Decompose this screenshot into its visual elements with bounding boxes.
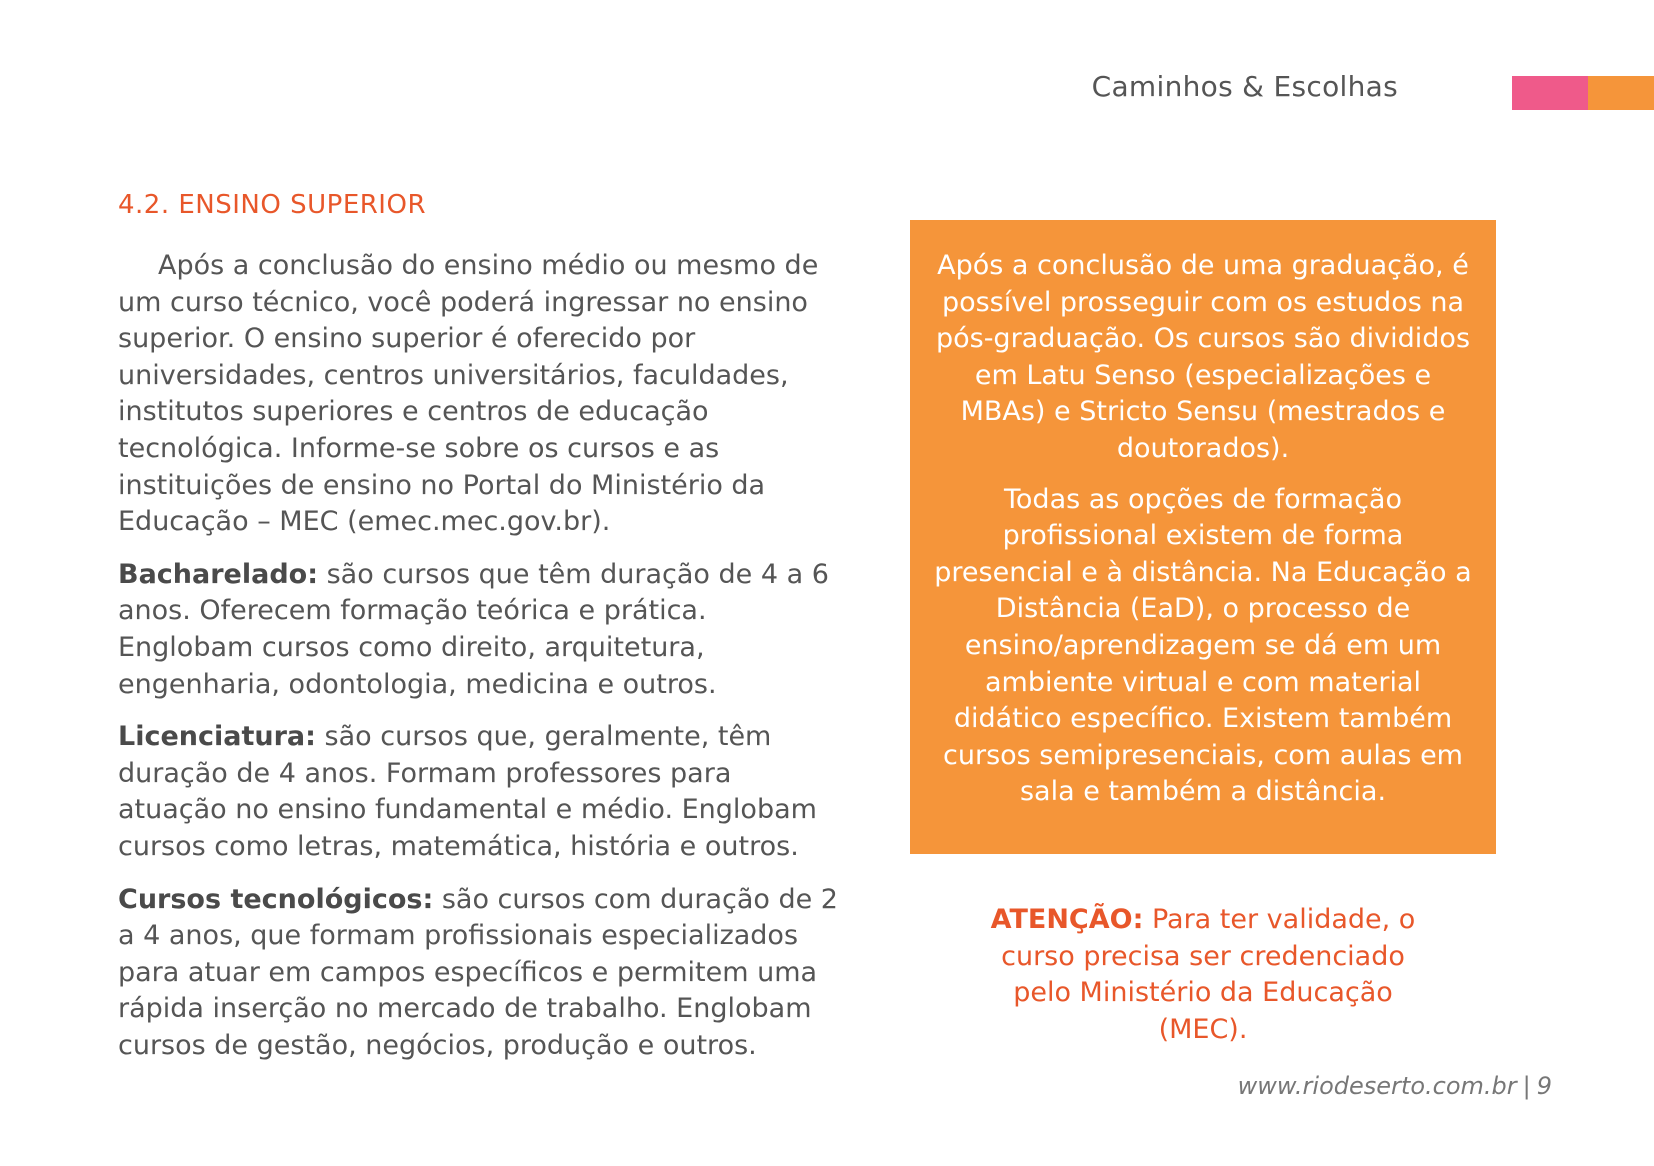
footer-separator: | <box>1522 1072 1531 1100</box>
highlight-box <box>910 220 1496 854</box>
left-column <box>118 248 838 1080</box>
header-orange-bar <box>1588 76 1654 110</box>
definition-tecnologicos <box>118 882 838 1065</box>
box-paragraph-modalities: Todas as opções de formação profissional existem de forma presencial e à distância. Na Educação a Distância (EaD), o processo de ensino/aprendizagem se dá em um ambiente virtual e com material didático específico. Existem também cursos semipresenciais, com aulas em sala e também a distância. <box>934 483 1472 808</box>
intro-paragraph: Após a conclusão do ensino médio ou mesmo de um curso técnico, você poderá ingressar no ensino superior. O ensino superior é oferecido por universidades, centros universitários, faculdades, institutos superiores e centros de educação tecnológica. Informe-se sobre os cursos e as instituições de ensino no Portal do Ministério da Educação – MEC (emec.mec.gov.br). <box>118 250 819 538</box>
section-title: 4.2. ENSINO SUPERIOR <box>118 190 427 220</box>
running-header-title: Caminhos & Escolhas <box>1091 70 1398 103</box>
attention-text: Para ter validade, o curso precisa ser credenciado pelo Ministério da Educação (MEC). <box>1001 904 1416 1045</box>
definition-bacharelado <box>118 557 838 703</box>
definition-term: Licenciatura: <box>118 721 316 753</box>
header-pink-bar <box>1512 76 1588 110</box>
page-footer <box>1238 1072 1552 1100</box>
attention-note <box>980 902 1426 1048</box>
page-number: 9 <box>1536 1072 1552 1100</box>
attention-label: ATENÇÃO: <box>990 904 1144 935</box>
definition-text: são cursos que têm duração de 4 a 6 anos. Oferecem formação teórica e prática. Englobam cursos como direito, arquitetura, engenharia, odontologia, medicina e outros. <box>118 558 829 700</box>
box-paragraph-postgrad: Após a conclusão de uma graduação, é possível prosseguir com os estudos na pós-graduação. Os cursos são divididos em Latu Senso (especializações e MBAs) e Stricto Sensu (mestrados e doutorados). <box>935 250 1471 464</box>
definition-term: Bacharelado: <box>118 558 319 590</box>
definition-text: são cursos com duração de 2 a 4 anos, que formam profissionais especializados para atuar em campos específicos e permitem uma rápida inserção no mercado de trabalho. Englobam cursos de gestão, negócios, produção e outros. <box>118 883 838 1061</box>
definition-text: são cursos que, geralmente, têm duração de 4 anos. Formam professores para atuação no ensino fundamental e médio. Englobam cursos como letras, matemática, história e outros. <box>118 721 817 862</box>
definition-term: Cursos tecnológicos: <box>118 883 434 915</box>
footer-url: www.riodeserto.com.br <box>1237 1072 1517 1100</box>
definition-licenciatura <box>118 719 838 865</box>
